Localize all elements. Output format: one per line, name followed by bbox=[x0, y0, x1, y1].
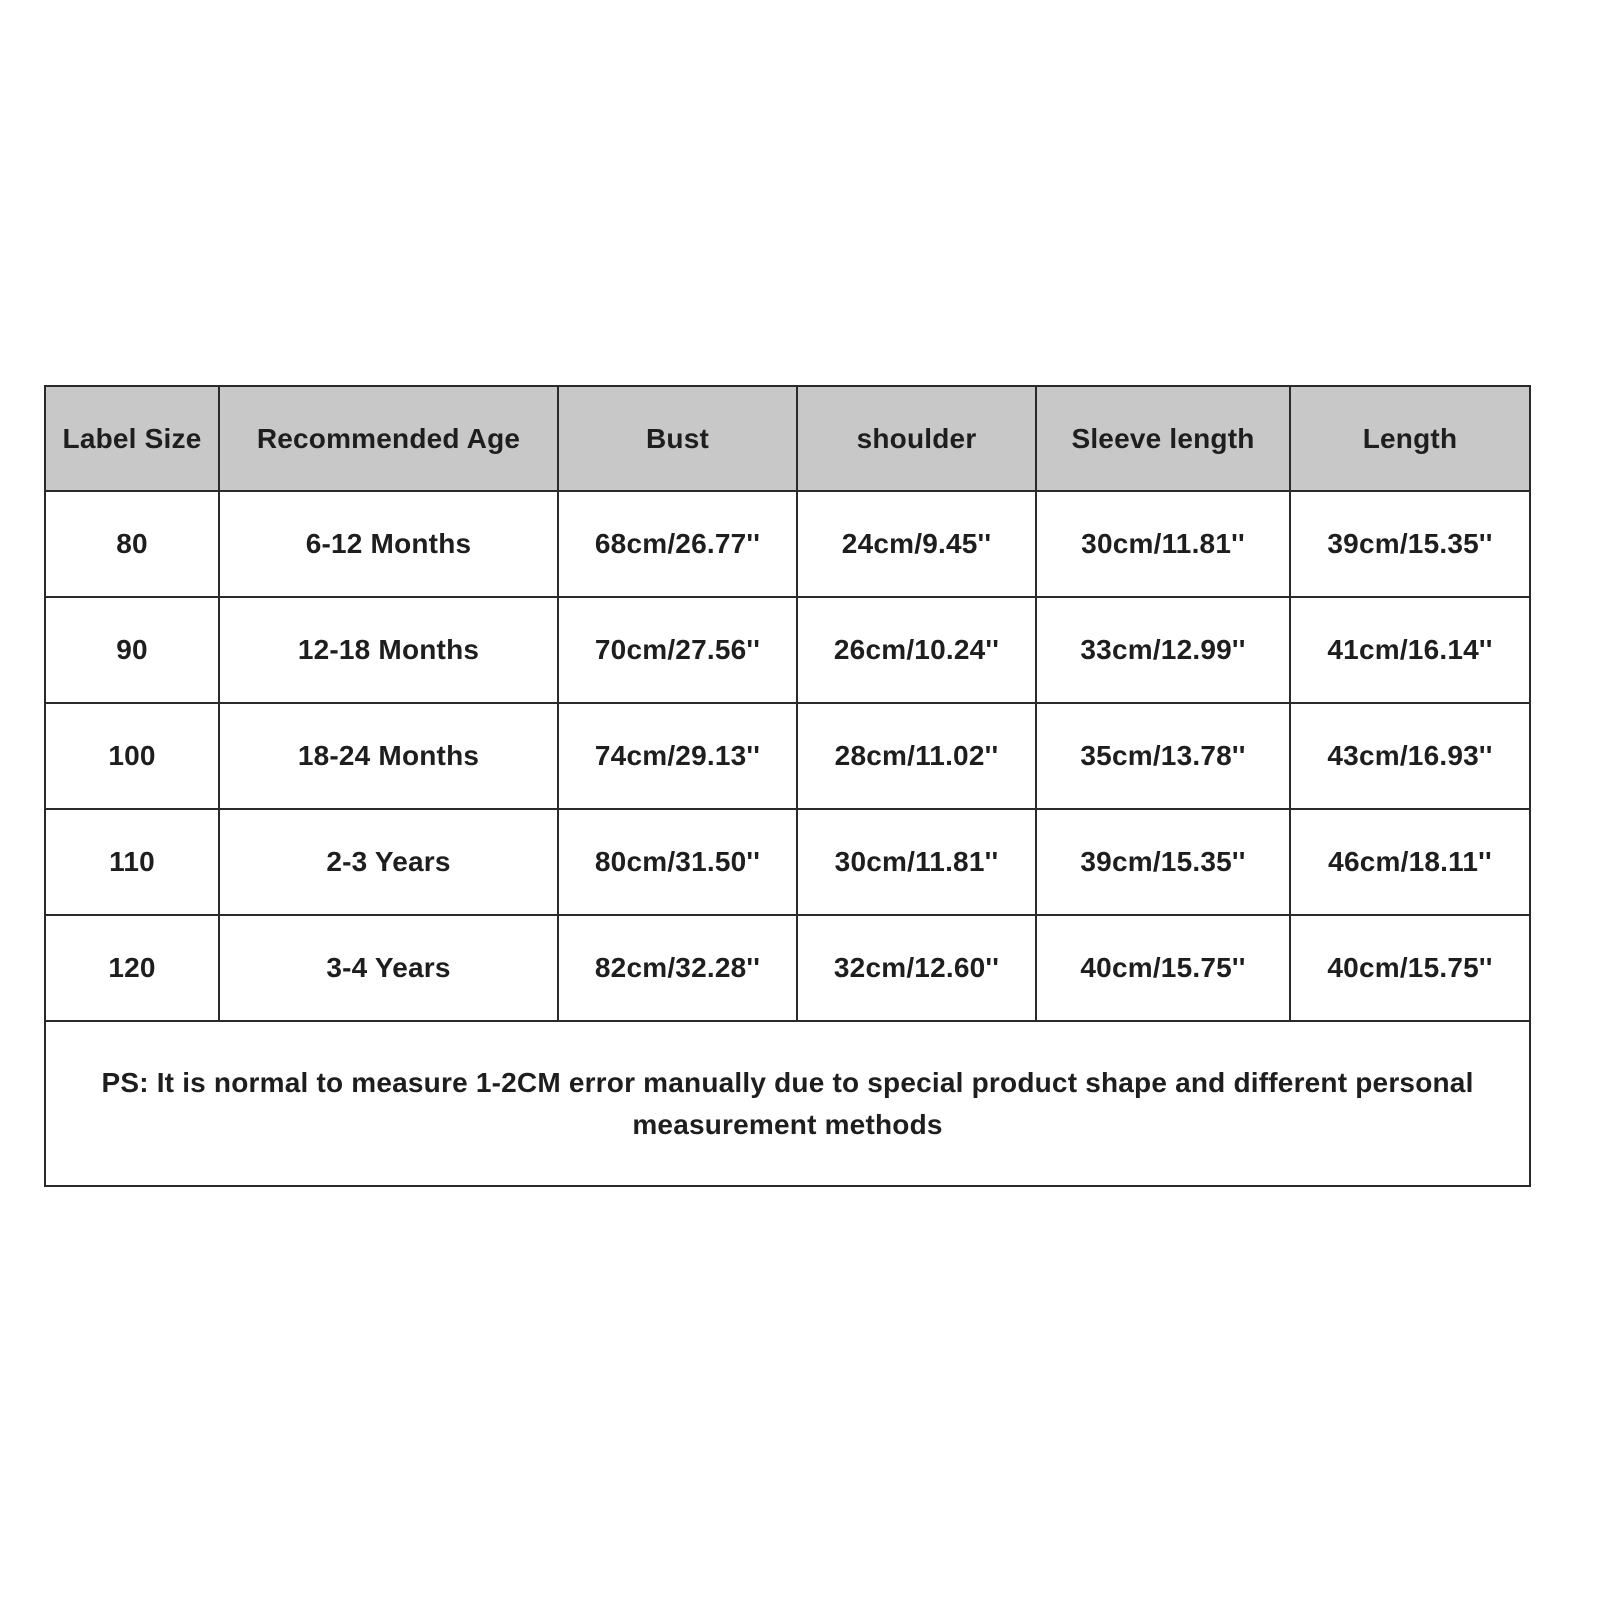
cell-recommended-age: 6-12 Months bbox=[219, 491, 558, 597]
note-row bbox=[45, 1021, 1530, 1186]
cell-length: 40cm/15.75'' bbox=[1290, 915, 1530, 1021]
cell-sleeve-length: 39cm/15.35'' bbox=[1036, 809, 1290, 915]
cell-bust: 74cm/29.13'' bbox=[558, 703, 797, 809]
cell-recommended-age: 18-24 Months bbox=[219, 703, 558, 809]
cell-length: 46cm/18.11'' bbox=[1290, 809, 1530, 915]
header-row bbox=[45, 386, 1530, 491]
cell-shoulder: 30cm/11.81'' bbox=[797, 809, 1036, 915]
table-row bbox=[45, 915, 1530, 1021]
cell-recommended-age: 3-4 Years bbox=[219, 915, 558, 1021]
cell-sleeve-length: 30cm/11.81'' bbox=[1036, 491, 1290, 597]
cell-length: 41cm/16.14'' bbox=[1290, 597, 1530, 703]
cell-length: 39cm/15.35'' bbox=[1290, 491, 1530, 597]
measurement-note: PS: It is normal to measure 1-2CM error manually due to special product shape and different personal measurement methods bbox=[45, 1021, 1530, 1186]
cell-sleeve-length: 35cm/13.78'' bbox=[1036, 703, 1290, 809]
size-chart-header bbox=[45, 386, 1530, 491]
cell-recommended-age: 2-3 Years bbox=[219, 809, 558, 915]
cell-shoulder: 32cm/12.60'' bbox=[797, 915, 1036, 1021]
cell-label-size: 110 bbox=[45, 809, 219, 915]
column-header-length: Length bbox=[1290, 386, 1530, 491]
cell-label-size: 100 bbox=[45, 703, 219, 809]
table-row bbox=[45, 809, 1530, 915]
cell-bust: 80cm/31.50'' bbox=[558, 809, 797, 915]
column-header-sleeve-length: Sleeve length bbox=[1036, 386, 1290, 491]
column-header-bust: Bust bbox=[558, 386, 797, 491]
table-row bbox=[45, 491, 1530, 597]
cell-shoulder: 28cm/11.02'' bbox=[797, 703, 1036, 809]
cell-shoulder: 24cm/9.45'' bbox=[797, 491, 1036, 597]
cell-length: 43cm/16.93'' bbox=[1290, 703, 1530, 809]
cell-label-size: 120 bbox=[45, 915, 219, 1021]
size-chart-body bbox=[45, 491, 1530, 1186]
cell-bust: 82cm/32.28'' bbox=[558, 915, 797, 1021]
cell-bust: 70cm/27.56'' bbox=[558, 597, 797, 703]
cell-bust: 68cm/26.77'' bbox=[558, 491, 797, 597]
column-header-shoulder: shoulder bbox=[797, 386, 1036, 491]
cell-shoulder: 26cm/10.24'' bbox=[797, 597, 1036, 703]
column-header-recommended-age: Recommended Age bbox=[219, 386, 558, 491]
cell-recommended-age: 12-18 Months bbox=[219, 597, 558, 703]
cell-label-size: 80 bbox=[45, 491, 219, 597]
column-header-label-size: Label Size bbox=[45, 386, 219, 491]
cell-label-size: 90 bbox=[45, 597, 219, 703]
cell-sleeve-length: 33cm/12.99'' bbox=[1036, 597, 1290, 703]
table-row bbox=[45, 703, 1530, 809]
cell-sleeve-length: 40cm/15.75'' bbox=[1036, 915, 1290, 1021]
table-row bbox=[45, 597, 1530, 703]
size-chart-table bbox=[44, 385, 1531, 1187]
